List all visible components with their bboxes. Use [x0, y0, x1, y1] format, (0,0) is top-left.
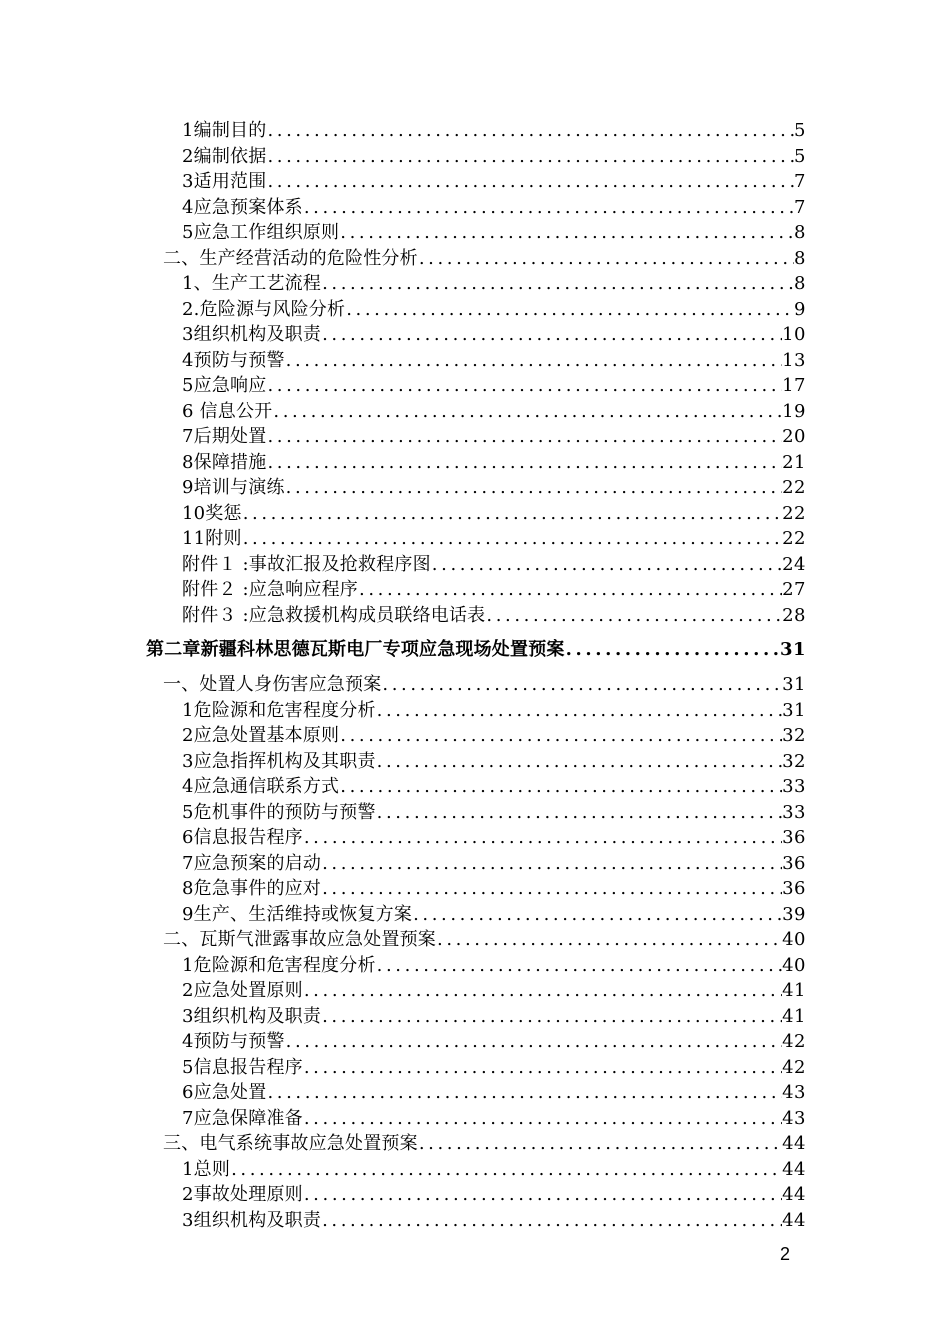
toc-entry-page: 43: [782, 1107, 806, 1129]
toc-entry-label: 3应急指挥机构及其职责: [182, 750, 376, 772]
toc-entry[interactable]: [0, 195, 806, 221]
toc-leader-dots: [242, 501, 782, 527]
toc-entry-label: 5信息报告程序: [182, 1056, 303, 1078]
toc-entry-page: 31: [782, 699, 806, 721]
toc-entry[interactable]: [0, 1157, 806, 1183]
toc-entry[interactable]: [0, 1029, 806, 1055]
toc-entry[interactable]: [0, 851, 806, 877]
toc-leader-dots: [285, 475, 782, 501]
toc-entry-page: 22: [782, 502, 806, 524]
toc-entry[interactable]: [0, 1131, 806, 1157]
toc-entry[interactable]: [0, 475, 806, 501]
toc-entry-page: 8: [794, 247, 806, 269]
toc-entry-page: 44: [782, 1133, 806, 1154]
toc-entry-label: 6应急处置: [182, 1082, 267, 1103]
toc-entry-label: 2应急处置基本原则: [182, 725, 340, 746]
toc-entry-page: 7: [794, 171, 806, 192]
toc-entry-label: 7应急保障准备: [182, 1107, 303, 1129]
toc-entry-page: 32: [782, 750, 806, 772]
toc-entry[interactable]: [0, 1004, 806, 1030]
toc-entry-label: 4应急预案体系: [182, 196, 303, 218]
toc-entry-label: 5应急响应: [182, 375, 267, 396]
toc-leader-dots: [376, 953, 782, 979]
toc-leader-dots: [230, 1157, 782, 1183]
toc-entry-page: 36: [782, 852, 806, 874]
toc-entry-label: 7后期处置: [182, 426, 267, 447]
toc-entry-page: 31: [779, 639, 806, 660]
toc-entry-label: 7应急预案的启动: [182, 852, 322, 874]
toc-entry[interactable]: [0, 902, 806, 928]
toc-leader-dots: [303, 195, 794, 221]
toc-entry[interactable]: [0, 399, 806, 425]
toc-entry[interactable]: [0, 825, 806, 851]
toc-chapter-entry[interactable]: [0, 628, 806, 668]
toc-leader-dots: [321, 851, 782, 877]
toc-leader-dots: [321, 322, 782, 348]
toc-entry[interactable]: [0, 749, 806, 775]
toc-leader-dots: [358, 577, 782, 603]
toc-entry-label: 1总则: [182, 1158, 231, 1180]
toc-entry[interactable]: [0, 526, 806, 552]
toc-entry-page: 39: [782, 903, 806, 925]
toc-entry[interactable]: [0, 876, 806, 902]
toc-entry-label: 一、处置人身伤害应急预案: [163, 674, 382, 695]
toc-entry-label: 2.危险源与风险分析: [182, 298, 346, 320]
toc-entry-label: 2应急处置原则: [182, 980, 303, 1001]
toc-leader-dots: [266, 1080, 782, 1106]
toc-entry[interactable]: [0, 698, 806, 724]
toc-entry-label: 9生产、生活维持或恢复方案: [182, 903, 413, 925]
toc-entry-label: 4预防与预警: [182, 349, 285, 371]
toc-entry-page: 44: [782, 1158, 806, 1180]
toc-entry-page: 7: [794, 196, 806, 218]
toc-entry[interactable]: [0, 1055, 806, 1081]
toc-leader-dots: [339, 774, 782, 800]
toc-entry[interactable]: [0, 373, 806, 399]
toc-leader-dots: [285, 1029, 782, 1055]
toc-entry-label: 附件３ :应急救援机构成员联络电话表: [182, 604, 486, 626]
toc-leader-dots: [381, 672, 782, 698]
toc-entry[interactable]: [0, 271, 806, 297]
toc-entry-page: 20: [782, 426, 806, 447]
toc-entry-label: 4预防与预警: [182, 1031, 285, 1052]
toc-entry-label: 1、生产工艺流程: [182, 273, 322, 294]
toc-entry-label: 1危险源和危害程度分析: [182, 954, 376, 976]
toc-entry-page: 19: [782, 400, 806, 422]
toc-entry-page: 36: [782, 878, 806, 899]
toc-entry[interactable]: [0, 603, 806, 629]
toc-entry[interactable]: [0, 927, 806, 953]
toc-entry-page: 42: [782, 1031, 806, 1052]
toc-entry-label: 5危机事件的预防与预警: [182, 801, 376, 823]
toc-leader-dots: [321, 1208, 782, 1234]
toc-leader-dots: [431, 552, 782, 578]
toc-entry-page: 22: [782, 477, 806, 498]
toc-leader-dots: [376, 698, 782, 724]
toc-entry-page: 28: [782, 604, 806, 626]
toc-entry-label: 3适用范围: [182, 171, 267, 192]
toc-entry[interactable]: [0, 246, 806, 272]
toc-leader-dots: [266, 373, 782, 399]
toc-entry-label: 3组织机构及职责: [182, 1005, 322, 1027]
toc-entry-page: 41: [782, 980, 806, 1001]
toc-entry-page: 17: [782, 375, 806, 396]
toc-entry-page: 32: [782, 725, 806, 746]
toc-entry-label: 2编制依据: [182, 145, 267, 167]
toc-leader-dots: [285, 348, 782, 374]
toc-entry[interactable]: [0, 577, 806, 603]
toc-entry-page: 8: [794, 222, 806, 243]
toc-entry-label: 附件１ :事故汇报及抢救程序图: [182, 553, 431, 575]
toc-leader-dots: [303, 1106, 782, 1132]
toc-entry[interactable]: [0, 348, 806, 374]
toc-leader-dots: [376, 800, 782, 826]
toc-entry-label: 二、瓦斯气泄露事故应急处置预案: [163, 929, 436, 950]
toc-entry[interactable]: [0, 322, 806, 348]
toc-leader-dots: [266, 118, 794, 144]
toc-entry-label: 11附则: [182, 528, 242, 549]
toc-entry-label: 9培训与演练: [182, 477, 285, 498]
toc-entry-label: 二、生产经营活动的危险性分析: [163, 247, 418, 269]
toc-entry[interactable]: [0, 1208, 806, 1234]
toc-entry-page: 44: [782, 1184, 806, 1205]
toc-entry-page: 43: [782, 1082, 806, 1103]
toc-entry-page: 36: [782, 827, 806, 848]
toc-leader-dots: [266, 424, 782, 450]
toc-entry[interactable]: [0, 672, 806, 698]
toc-entry[interactable]: [0, 450, 806, 476]
table-of-contents: [0, 118, 950, 1233]
toc-entry-page: 44: [782, 1209, 806, 1231]
toc-entry-page: 42: [782, 1056, 806, 1078]
toc-entry[interactable]: [0, 723, 806, 749]
toc-entry-page: 27: [782, 579, 806, 600]
toc-leader-dots: [266, 169, 794, 195]
toc-leader-dots: [321, 876, 782, 902]
toc-entry[interactable]: [0, 774, 806, 800]
toc-entry-label: 3组织机构及职责: [182, 1209, 322, 1231]
toc-entry-page: 5: [794, 145, 806, 167]
toc-entry-page: 8: [794, 273, 806, 294]
toc-entry[interactable]: [0, 800, 806, 826]
toc-entry-page: 5: [794, 120, 806, 141]
toc-leader-dots: [345, 297, 794, 323]
toc-entry-label: 8保障措施: [182, 451, 267, 473]
toc-leader-dots: [565, 628, 780, 672]
toc-entry[interactable]: [0, 424, 806, 450]
toc-entry-label: 8危急事件的应对: [182, 878, 322, 899]
toc-entry-page: 33: [782, 776, 806, 797]
toc-entry-page: 13: [782, 349, 806, 371]
toc-entry-label: 1编制目的: [182, 120, 267, 141]
toc-entry[interactable]: [0, 953, 806, 979]
toc-entry[interactable]: [0, 220, 806, 246]
toc-leader-dots: [303, 978, 782, 1004]
page-number: 2: [779, 1244, 790, 1264]
toc-leader-dots: [412, 902, 782, 928]
toc-leader-dots: [418, 246, 794, 272]
toc-leader-dots: [376, 749, 782, 775]
toc-entry-label: 第二章新疆科林思德瓦斯电厂专项应急现场处置预案: [146, 639, 565, 660]
toc-entry[interactable]: [0, 118, 806, 144]
toc-entry-label: 附件２ :应急响应程序: [182, 579, 358, 600]
toc-leader-dots: [272, 399, 782, 425]
toc-entry-page: 9: [794, 298, 806, 320]
toc-entry-label: 3组织机构及职责: [182, 324, 322, 345]
toc-entry-label: 10奖惩: [182, 502, 242, 524]
toc-entry-page: 24: [782, 553, 806, 575]
toc-entry-page: 10: [782, 324, 806, 345]
toc-entry-label: 三、电气系统事故应急处置预案: [163, 1133, 418, 1154]
toc-entry[interactable]: [0, 169, 806, 195]
toc-entry[interactable]: [0, 1182, 806, 1208]
toc-entry-label: 2事故处理原则: [182, 1184, 303, 1205]
toc-leader-dots: [321, 271, 794, 297]
toc-entry[interactable]: [0, 978, 806, 1004]
toc-entry[interactable]: [0, 1106, 806, 1132]
toc-leader-dots: [303, 1182, 782, 1208]
toc-leader-dots: [303, 1055, 782, 1081]
toc-entry-label: 4应急通信联系方式: [182, 776, 340, 797]
toc-leader-dots: [303, 825, 782, 851]
toc-leader-dots: [266, 144, 794, 170]
toc-leader-dots: [436, 927, 782, 953]
toc-leader-dots: [339, 220, 794, 246]
toc-entry-page: 33: [782, 801, 806, 823]
toc-leader-dots: [242, 526, 782, 552]
toc-entry[interactable]: [0, 501, 806, 527]
toc-entry[interactable]: [0, 552, 806, 578]
toc-entry-page: 21: [782, 451, 806, 473]
toc-entry-page: 41: [782, 1005, 806, 1027]
toc-leader-dots: [485, 603, 782, 629]
toc-entry[interactable]: [0, 297, 806, 323]
toc-entry-page: 40: [782, 929, 806, 950]
toc-entry-label: 5应急工作组织原则: [182, 222, 340, 243]
toc-entry-page: 31: [782, 674, 806, 695]
toc-entry-label: 6信息报告程序: [182, 827, 303, 848]
toc-entry-page: 40: [782, 954, 806, 976]
toc-entry-label: 1危险源和危害程度分析: [182, 699, 376, 721]
toc-entry-page: 22: [782, 528, 806, 549]
toc-entry[interactable]: [0, 1080, 806, 1106]
toc-entry[interactable]: [0, 144, 806, 170]
toc-entry-label: 6 信息公开: [182, 400, 273, 422]
toc-leader-dots: [266, 450, 782, 476]
toc-leader-dots: [321, 1004, 782, 1030]
toc-leader-dots: [339, 723, 782, 749]
toc-leader-dots: [418, 1131, 782, 1157]
